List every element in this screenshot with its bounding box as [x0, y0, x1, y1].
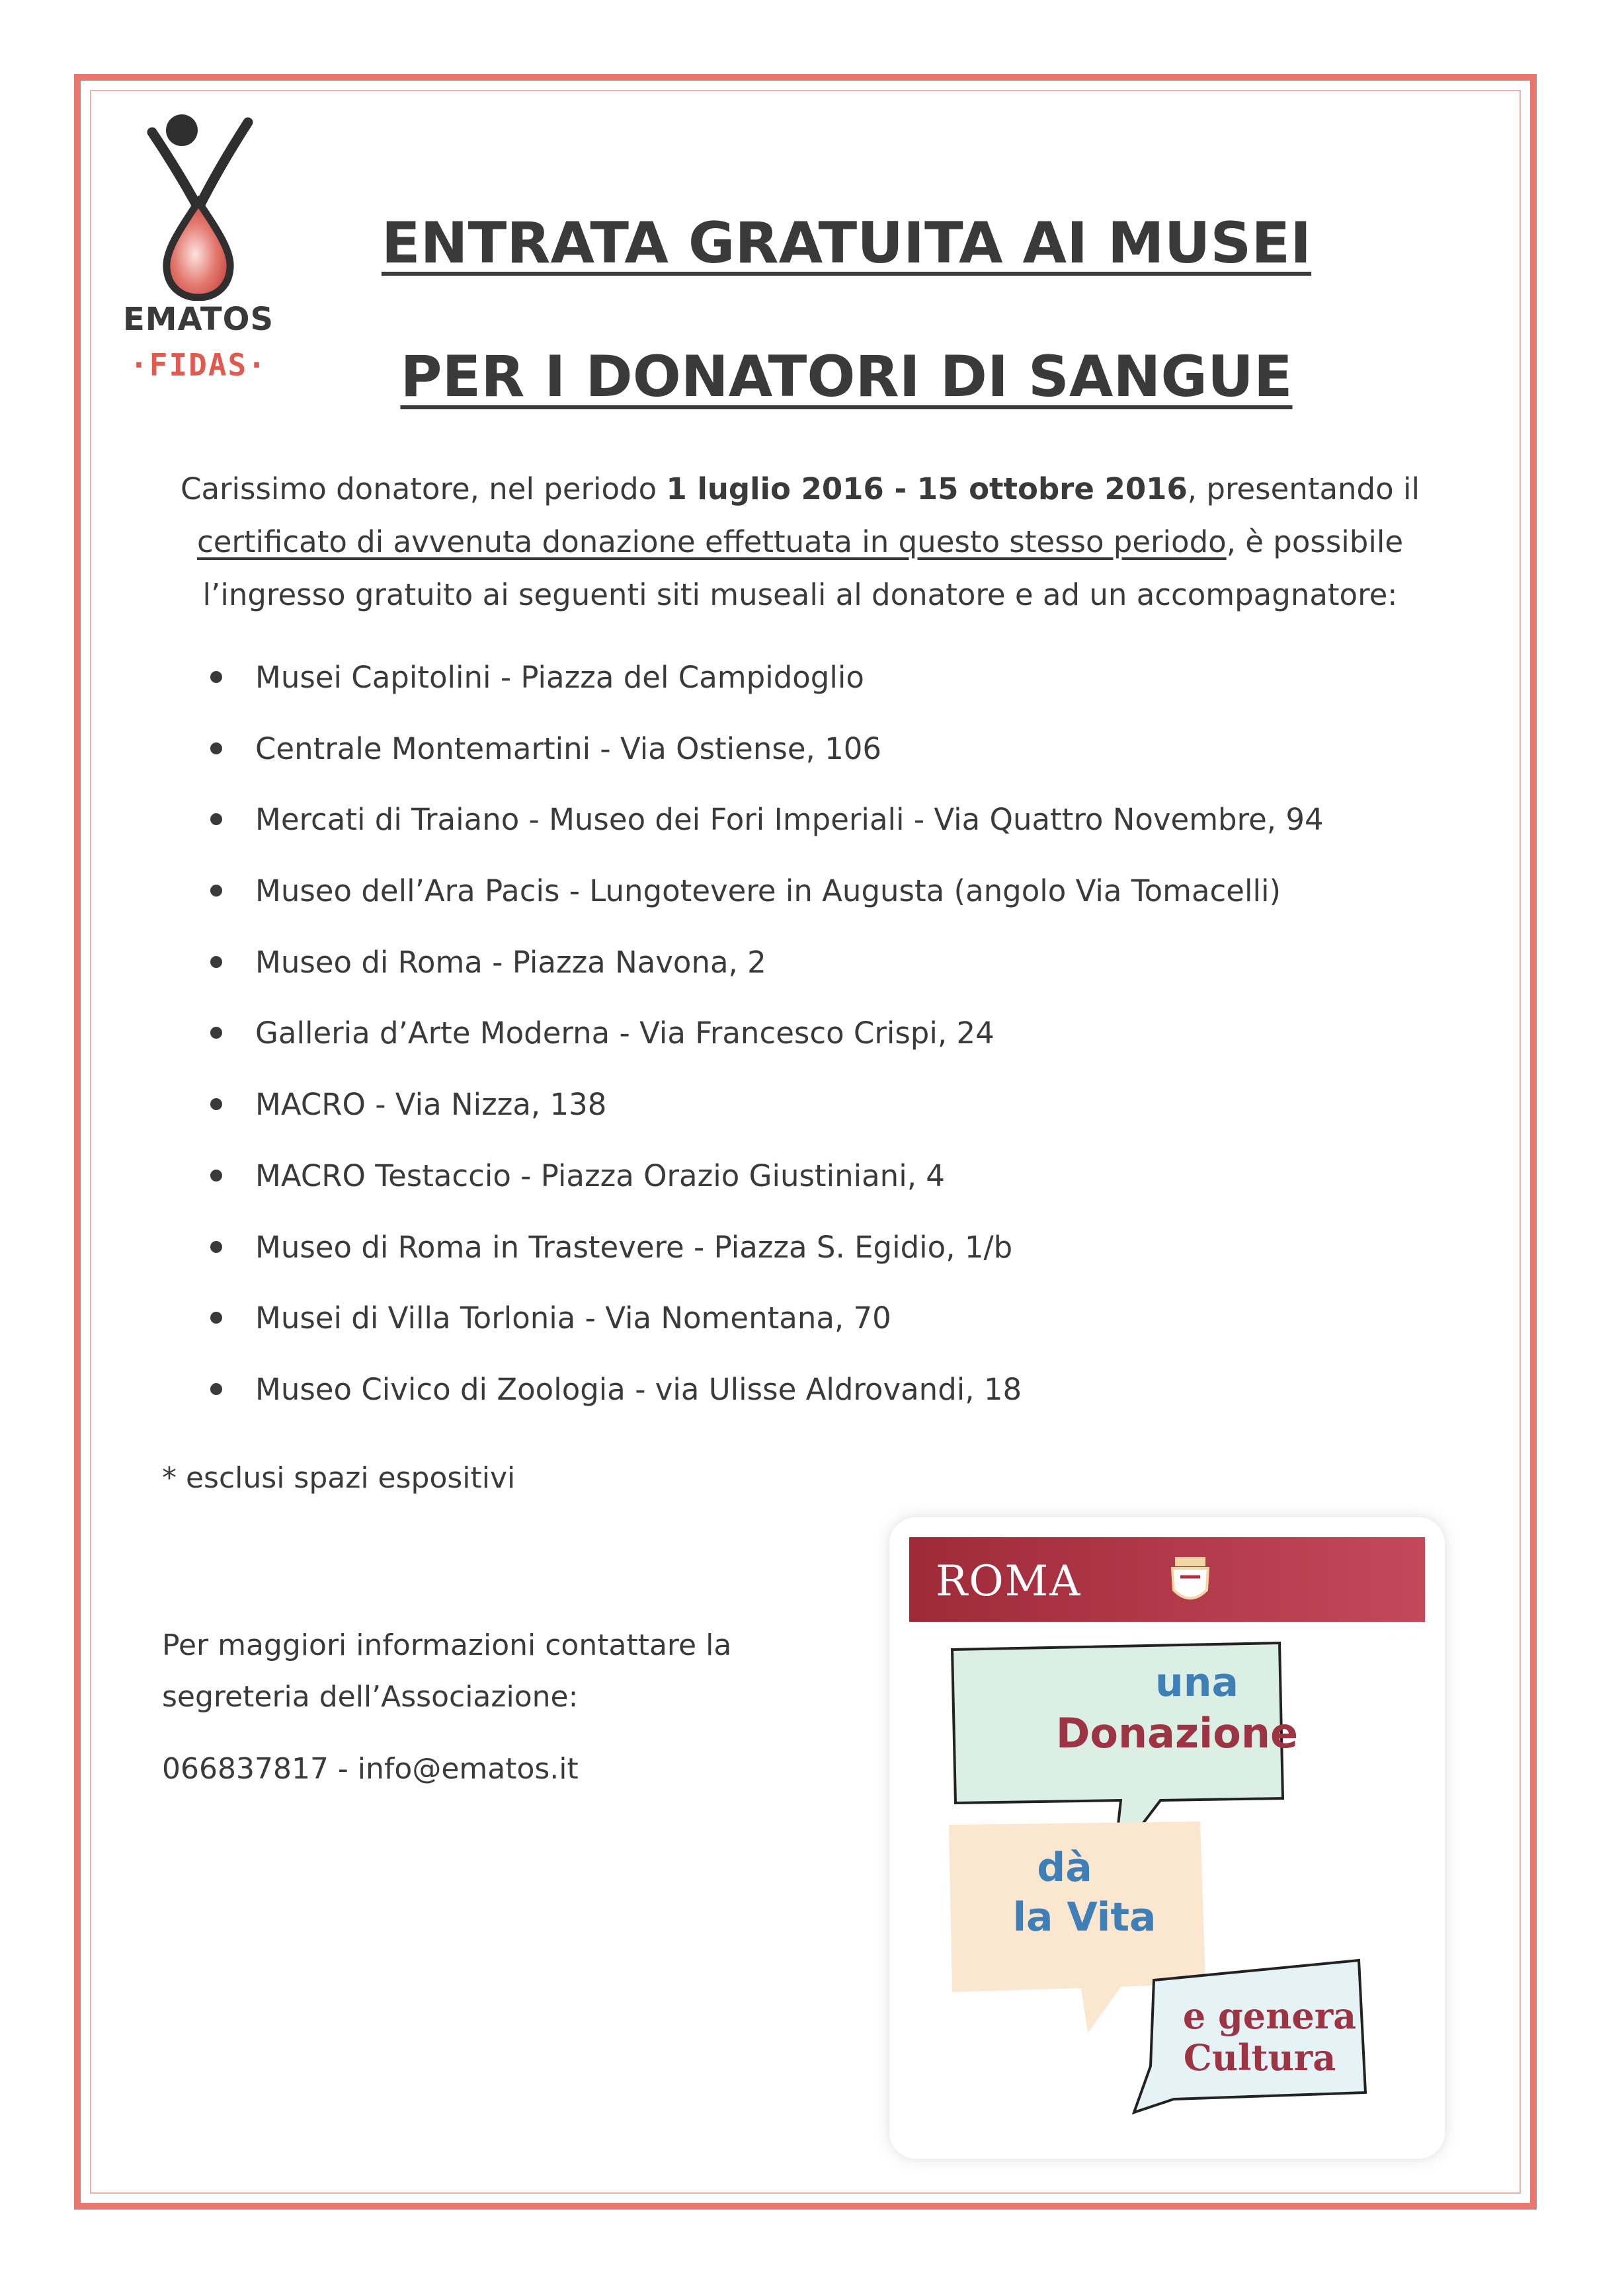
- bubble-text-e-genera: e genera: [1182, 1995, 1357, 2037]
- museum-name: MACRO - Via Nizza, 138: [255, 1087, 607, 1123]
- intro-line-2: [152, 516, 1448, 569]
- intro-certificate: certificato di avvenuta donazione effettuata in questo stesso periodo: [196, 524, 1227, 559]
- list-item: [198, 1082, 1455, 1153]
- bubble-text-la-vita: la Vita: [1012, 1894, 1157, 1940]
- list-item: [198, 868, 1455, 940]
- page-title: [317, 210, 1375, 276]
- intro-line-3: l’ingresso gratuito ai seguenti siti museali al donatore e ad un accompagnatore:: [202, 577, 1398, 612]
- list-item: [198, 1153, 1455, 1224]
- footnote: * esclusi spazi espositivi: [162, 1461, 516, 1495]
- title-line-2: PER I DONATORI DI SANGUE: [400, 344, 1293, 410]
- museum-name: MACRO Testaccio - Piazza Orazio Giustiniani, 4: [255, 1158, 945, 1193]
- contact-line: 066837817 - info@ematos.it: [162, 1752, 579, 1786]
- bullet-icon: [210, 1312, 222, 1324]
- list-item: [198, 1367, 1455, 1438]
- list-item: [198, 655, 1455, 726]
- logo-subname: ·FIDAS·: [130, 347, 267, 383]
- info-block: [162, 1620, 823, 1723]
- museum-name: Centrale Montemartini - Via Ostiense, 106: [255, 731, 881, 766]
- ematos-drop-icon: [132, 109, 264, 301]
- bullet-icon: [210, 956, 222, 968]
- museum-name: Museo di Roma in Trastevere - Piazza S. Egidio, 1/b: [255, 1229, 1013, 1265]
- bullet-icon: [210, 671, 222, 683]
- museum-name: Museo Civico di Zoologia - via Ulisse Aldrovandi, 18: [255, 1371, 1022, 1407]
- bubble-text-da: dà: [1037, 1845, 1092, 1891]
- list-item: [198, 1295, 1455, 1367]
- bullet-icon: [210, 1170, 222, 1181]
- roma-banner-text: ROMA: [936, 1557, 1082, 1606]
- bullet-icon: [210, 885, 222, 897]
- list-item: [198, 940, 1455, 1011]
- intro-text: , è possibile: [1226, 524, 1404, 559]
- bullet-icon: [210, 742, 222, 754]
- roma-banner: [909, 1537, 1425, 1622]
- list-item: [198, 1224, 1455, 1296]
- bullet-icon: [210, 813, 222, 825]
- intro-period: 1 luglio 2016 - 15 ottobre 2016: [666, 471, 1188, 506]
- roma-donazione-image: [889, 1517, 1445, 2159]
- museum-list: [198, 655, 1455, 1438]
- info-line-1: Per maggiori informazioni contattare la: [162, 1628, 732, 1662]
- intro-line-1: [152, 463, 1448, 516]
- info-line-2: segreteria dell’Associazione:: [162, 1680, 579, 1714]
- bubble-text-una: una: [1155, 1659, 1238, 1706]
- bullet-icon: [210, 1383, 222, 1395]
- list-item: [198, 797, 1455, 868]
- museum-name: Mercati di Traiano - Museo dei Fori Imperiali - Via Quattro Novembre, 94: [255, 802, 1324, 838]
- intro-text: Carissimo donatore, nel periodo: [181, 471, 667, 506]
- bubble-text-donazione: Donazione: [1055, 1709, 1299, 1757]
- bubble-text-cultura: Cultura: [1183, 2036, 1336, 2079]
- bullet-icon: [210, 1027, 222, 1039]
- bullet-icon: [210, 1241, 222, 1253]
- list-item: [198, 726, 1455, 797]
- intro-paragraph: [152, 463, 1448, 621]
- museum-name: Museo di Roma - Piazza Navona, 2: [255, 944, 766, 980]
- logo-name: EMATOS: [122, 301, 274, 338]
- roma-crest-icon: [1167, 1554, 1213, 1607]
- list-item: [198, 1010, 1455, 1082]
- title-line-1: ENTRATA GRATUITA AI MUSEI: [381, 210, 1312, 276]
- intro-text: , presentando il: [1187, 471, 1420, 506]
- museum-name: Musei Capitolini - Piazza del Campidoglio: [255, 660, 864, 695]
- page-subtitle: [317, 344, 1375, 410]
- museum-name: Musei di Villa Torlonia - Via Nomentana, 70: [255, 1300, 891, 1336]
- ematos-logo: [99, 109, 298, 407]
- museum-name: Museo dell’Ara Pacis - Lungotevere in Augusta (angolo Via Tomacelli): [255, 873, 1281, 909]
- bullet-icon: [210, 1098, 222, 1110]
- museum-name: Galleria d’Arte Moderna - Via Francesco Crispi, 24: [255, 1016, 995, 1051]
